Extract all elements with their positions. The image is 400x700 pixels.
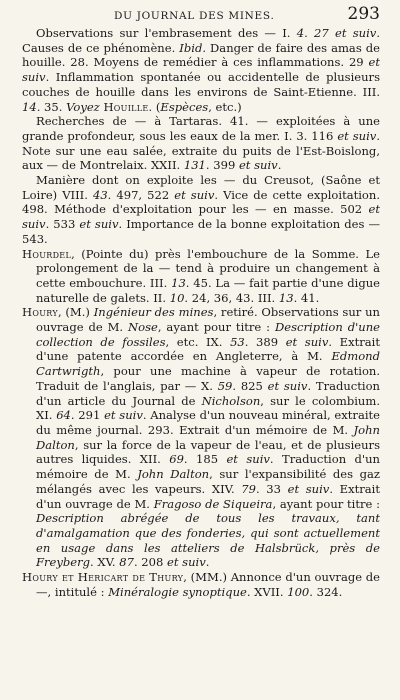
entry-text: , ayant pour titre : — [272, 496, 380, 511]
entry-heading: Houille — [103, 99, 149, 114]
running-head: DU JOURNAL DES MINES. — [114, 10, 275, 22]
entry-text: . 33 — [255, 481, 288, 496]
entry-text: , (M.) — [57, 305, 94, 320]
italic-text: et suiv — [285, 334, 329, 349]
italic-text: et suiv — [79, 217, 119, 232]
entry-text: . 208 — [133, 555, 168, 570]
entry-text: , retiré. Observations sur un ouvrage de M. — [36, 305, 380, 335]
entry-text: . 41. — [293, 290, 320, 305]
entry-text: . Note sur une eau salée, extraite du puits de l'Est-Boislong, aux — de Montrelaix. XXII. — [22, 128, 380, 173]
italic-text: Nose — [128, 320, 158, 335]
entry-text: Danger de faire des amas de houille. 28. Moyens de remédier à ces inflammations. 29 — [22, 40, 381, 70]
entry-text: , pour une machine à vapeur de rotation. Traduit de l'anglais, par — X. — [36, 364, 380, 393]
italic-text: et suiv — [174, 187, 215, 202]
entry-text: Manière dont on exploite les — du Creusot, (Saône et Loire) VIII. — [22, 173, 380, 202]
italic-text: 53 — [230, 334, 245, 349]
entry-heading: Houry et Hericart de Thury — [22, 570, 184, 585]
index-paragraph — [22, 173, 380, 247]
italic-text: Minéralogie synoptique — [108, 584, 247, 599]
index-paragraph — [22, 26, 380, 114]
entry-text: . 533 — [45, 217, 80, 232]
index-paragraph — [22, 114, 380, 173]
entry-text: . Importance de la bonne exploitation des — 543. — [22, 217, 380, 246]
italic-text: et suiv — [226, 452, 270, 467]
index-entry — [22, 570, 380, 599]
italic-text: et suiv — [287, 481, 330, 496]
italic-text: 4. 27 et suiv — [296, 26, 377, 40]
italic-text: Ibid. — [179, 40, 207, 55]
italic-text: Nicholson — [201, 393, 261, 408]
entry-text: . Extrait d'une patente accordée en Angleterre, à M. — [36, 334, 380, 364]
page-header — [22, 4, 380, 26]
italic-text: John Dalton — [137, 467, 210, 482]
italic-text: 100 — [287, 584, 310, 599]
entry-text: , etc. IX. — [165, 334, 231, 349]
entry-text: , (Pointe du) près l'embouchure de la Somme. Le prolongement de la — tend à produire un changement à cette embouchure. III. — [36, 246, 380, 290]
index-body — [22, 26, 380, 599]
entry-text: , sur le colombium. XI. — [36, 393, 380, 423]
italic-text: 13 — [278, 290, 294, 305]
entry-text: . — [277, 158, 282, 173]
italic-text: et suiv — [267, 378, 308, 393]
entry-text: , (MM.) Annonce d'un ouvrage de —, intitulé : — [36, 570, 380, 599]
entry-text: 497, 522 — [111, 187, 175, 202]
italic-text: et suiv — [22, 202, 380, 232]
entry-text: . 825 — [232, 378, 268, 393]
entry-text: . 389 — [244, 334, 286, 349]
entry-text: , sur l'expansibilité des gaz mélangés avec les vapeurs. XIV. — [36, 467, 380, 496]
entry-text: . — [205, 555, 210, 570]
entry-text: . 45. La — fait partie d'une digue naturelle de galets. II. — [36, 275, 380, 305]
italic-text: Edmond Cartwrigth — [36, 349, 380, 379]
entry-text: , etc.) — [208, 99, 242, 114]
entry-text: . 185 — [183, 452, 227, 467]
entry-text: . 291 — [70, 408, 105, 423]
entry-text: . Vice de cette exploitation. 498. Méthode d'exploitation pour les — en masse. 502 — [22, 187, 380, 217]
italic-text: 43. — [92, 187, 112, 202]
italic-text: et suiv — [167, 555, 206, 570]
italic-text: Description abrégée de tous les travaux, tant d'amalgamation que des fonderies, qui sont actuellement en usage dans les atteliers de Halsbrück, près de Freyberg — [36, 511, 380, 570]
entry-text: . XV. — [90, 555, 120, 570]
italic-text: et suiv — [104, 408, 143, 423]
index-entry — [22, 305, 380, 570]
entry-text: . Analyse d'un nouveau minéral, extraite du même journal. 293. Extrait d'un mémoire de M. — [36, 408, 380, 437]
italic-text: 79 — [241, 481, 256, 496]
entry-text: . Traduction d'un article du Journal de — [36, 378, 380, 408]
entry-text: . 24, 36, 43. III. — [184, 290, 279, 305]
entry-text: . ( — [148, 99, 161, 114]
entry-text: . Causes de ce phénomène. — [22, 26, 380, 55]
page-number: 293 — [347, 4, 380, 24]
italic-text: 14. — [22, 99, 41, 114]
italic-text: 131 — [183, 158, 206, 173]
italic-text: 13 — [171, 275, 186, 290]
italic-text: et suiv — [22, 55, 380, 85]
entry-text: 35. — [40, 99, 67, 114]
italic-text: 59 — [217, 378, 233, 393]
entry-text: . Traduction d'un mémoire de M. — [36, 452, 380, 482]
entry-text: . 399 — [205, 158, 239, 173]
entry-text: , sur la force de la vapeur de l'eau, et de plusieurs autres liquides. XII. — [36, 437, 380, 467]
italic-text: Fragoso de Siqueira — [153, 496, 273, 511]
italic-text: 64 — [56, 408, 71, 423]
italic-text: 10 — [169, 290, 185, 305]
italic-text: Description d'une collection de fossiles — [36, 320, 380, 349]
entry-text: . Inflammation spontanée ou accidentelle de plusieurs couches de houille dans les environs de Saint-Etienne. III. — [22, 70, 380, 99]
index-entry — [22, 247, 380, 306]
italic-text: et suiv — [238, 158, 278, 173]
entry-text: . XVII. — [246, 584, 288, 599]
italic-text: John Dalton — [36, 422, 380, 452]
entry-text: . Extrait d'un ouvrage de M. — [36, 481, 380, 511]
italic-text: 87 — [119, 555, 134, 570]
entry-text: , ayant pour titre : — [157, 320, 275, 335]
italic-text: Ingénieur des mines — [93, 305, 214, 320]
italic-text: Voyez — [66, 99, 100, 114]
italic-text: et suiv — [337, 128, 377, 143]
entry-heading: Hourdel — [22, 246, 72, 261]
entry-heading: Houry — [22, 305, 58, 320]
entry-text: Observations sur l'embrasement des — I. — [36, 26, 297, 40]
entry-text: . 324. — [309, 584, 343, 599]
italic-text: 69 — [169, 452, 184, 467]
entry-text: Recherches de — à Tartaras. 41. — exploitées à une grande profondeur, sous les eaux de la mer. I. 3. 116 — [22, 114, 380, 143]
italic-text: Espèces — [160, 99, 209, 114]
